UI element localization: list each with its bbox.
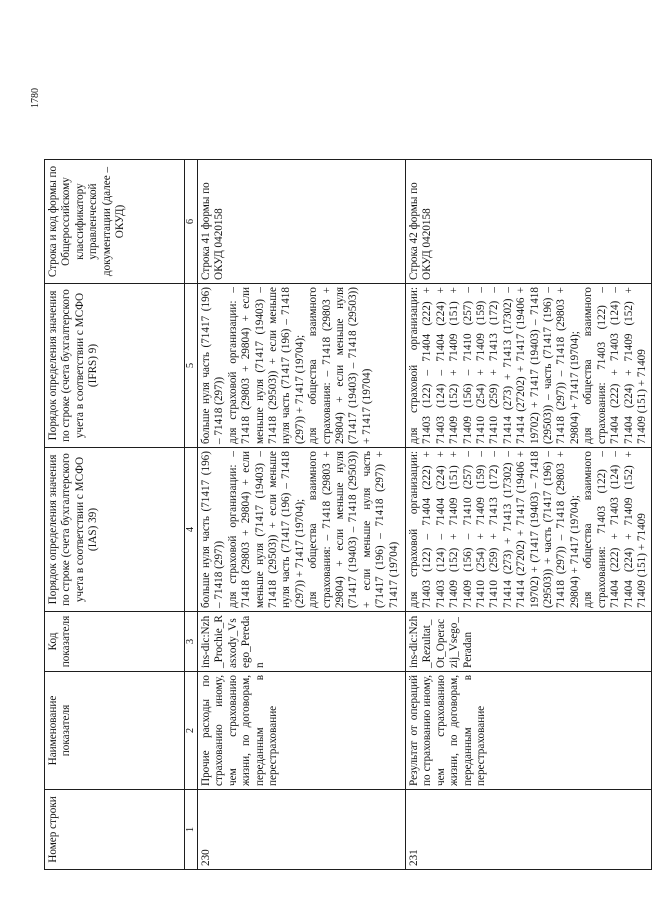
rotated-page (22, 28, 648, 878)
row-number: 230 (198, 790, 406, 870)
formula-paragraph: для общества взаимного страхования: 71403 (122) – 71404 (222) + 71403 (124) – 71404 (224) + 71409 (152) + 71409 (151) + 71409 (582, 451, 648, 608)
header-row-number: Номер строки (45, 790, 185, 870)
indicator-name: Результат от операций по страхованию иному, чем страхованию жизни, по договорам, переданным в перестрахование (406, 672, 652, 790)
column-number: 6 (185, 160, 198, 284)
formula-paragraph: для общества взаимного страхования: 71403 (122) – 71404 (222) + 71403 (124) – 71404 (224) + 71409 (152) + 71409 (151) + 71409 (582, 287, 648, 444)
formula-paragraph: больше нуля часть (71417 (196) – 71418 (297)) (200, 287, 226, 444)
row-number: 231 (406, 790, 652, 870)
indicator-table (44, 159, 652, 870)
table-row (406, 160, 652, 870)
indicator-code: ins-dic:Nzh_Prochie_Rasxody_Vsego_Peredan (198, 612, 406, 672)
okud-form-reference: Строка 42 формы по ОКУД 0420158 (406, 160, 652, 284)
header-indicator-name: Наименование показателя (45, 672, 185, 790)
formula-paragraph: для общества взаимного страхования: – 71418 (29803 + 29804) + если меньше нуля (71417 (19403) – 71418 (29503)) + 71417 (19704) (307, 287, 373, 444)
header-okud-form: Строка и код формы по Общероссийскому классификатору управленческой документации (далее – ОКУД) (45, 160, 185, 284)
formula-paragraph: для страховой организации: 71403 (122) – 71404 (222) + 71403 (124) – 71404 (224) + 71409 (152) + 71409 (151) + 71409 (156) – 71410 (257) – 71410 (254) + 71409 (159) – 71410 (259) + 71413 (172) – 71414 (273) + 71413 (17302) – 71414 (27202) + 71417 (19406 + 19702) + 71417 (19403) – 71418 (29503)) – часть (71417 (196) – 71418 (297)) – 71418 (29803 + 29804) + 71417 (19704); (408, 287, 581, 444)
ifrs9-procedure (198, 284, 406, 448)
header-ias39-procedure: Порядок определения значения по строке (счета бухгалтерского учета в соответствии с МСФО (IAS) 39) (45, 448, 185, 612)
ifrs9-procedure (406, 284, 652, 448)
column-number: 2 (185, 672, 198, 790)
formula-paragraph: больше нуля часть (71417 (196) – 71418 (297)) (200, 451, 226, 608)
ias39-procedure (198, 448, 406, 612)
column-number: 1 (185, 790, 198, 870)
column-number: 3 (185, 612, 198, 672)
formula-paragraph: для страховой организации: 71403 (122) – 71404 (222) + 71403 (124) – 71404 (224) + 71409 (152) + 71409 (151) + 71409 (156) – 71410 (257) – 71410 (254) + 71409 (159) – 71410 (259) + 71413 (172) – 71414 (273) + 71413 (17302) – 71414 (27202) + 71417 (19406 + 19702) + (71417 (19403) – 71418 (29503)) + часть (71417 (196) – 71418 (297)) – 71418 (29803 + 29804) + 71417 (19704); (408, 451, 581, 608)
table-row (198, 160, 406, 870)
formula-paragraph: для общества взаимного страхования: – 71418 (29803 + 29804) + если меньше нуля (71417 (19403) – 71418 (29503)) + если меньше нуля часть (71417 (196) – 71418 (297)) + 71417 (19704) (307, 451, 400, 608)
column-number: 5 (185, 284, 198, 448)
column-number: 4 (185, 448, 198, 612)
header-ifrs9-procedure: Порядок определения значения по строке (счета бухгалтерского учета в соответствии с МСФО (IFRS) 9) (45, 284, 185, 448)
page-number: 1780 (30, 88, 41, 108)
column-number-row (185, 160, 198, 870)
indicator-code: ins-dic:Nzh_Rezultat_Ot_Operaczij_Vsego_Peradan (406, 612, 652, 672)
indicator-name: Прочие расходы по страхованию иному, чем страхованию жизни, по договорам, переданным в перестрахование (198, 672, 406, 790)
formula-paragraph: для страховой организации: – 71418 (29803 + 29804) + если меньше нуля (71417 (19403) – 71418 (29503)) + если меньше нуля часть (71417 (196) – 71418 (297)) + 71417 (19704); (226, 287, 306, 444)
okud-form-reference: Строка 41 формы по ОКУД 0420158 (198, 160, 406, 284)
header-row (45, 160, 185, 870)
header-indicator-code: Код показателя (45, 612, 185, 672)
ias39-procedure (406, 448, 652, 612)
formula-paragraph: для страховой организации: – 71418 (29803 + 29804) + если меньше нуля (71417 (19403) – 71418 (29503)) + если меньше нуля часть (71417 (196) – 71418 (297)) + 71417 (19704); (226, 451, 306, 608)
